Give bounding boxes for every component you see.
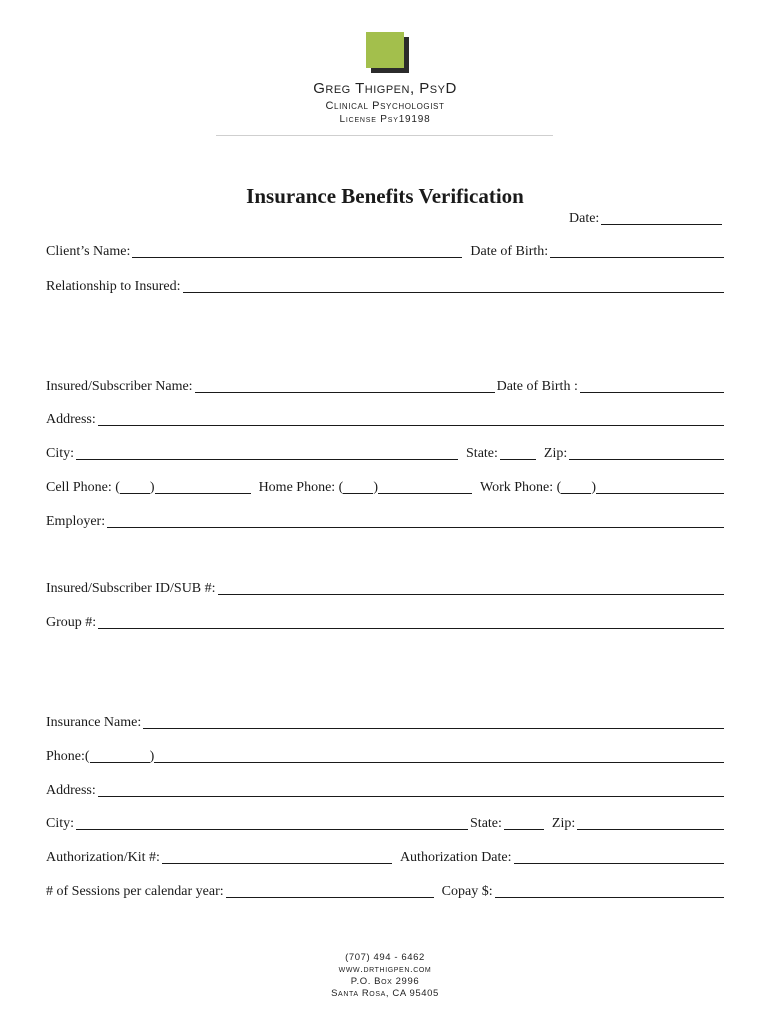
cell-phone-label: Cell Phone: ( bbox=[46, 480, 120, 495]
subscriber-address-row bbox=[46, 408, 726, 428]
home-paren-close: ) bbox=[373, 480, 378, 495]
work-phone-field[interactable] bbox=[596, 479, 724, 494]
practitioner-name: Greg Thigpen, PsyD bbox=[313, 80, 457, 97]
subscriber-row bbox=[46, 375, 726, 395]
insurance-phone-label: Phone:( bbox=[46, 749, 90, 764]
copay-field[interactable] bbox=[495, 883, 724, 898]
relationship-row bbox=[46, 275, 726, 295]
employer-field[interactable] bbox=[107, 513, 724, 528]
authorization-kit-label: Authorization/Kit #: bbox=[46, 850, 160, 865]
form-title: Insurance Benefits Verification bbox=[246, 184, 524, 208]
employer-row bbox=[46, 510, 726, 530]
client-name-field[interactable] bbox=[132, 243, 462, 258]
subscriber-city-row bbox=[46, 442, 726, 462]
subscriber-id-row bbox=[46, 577, 726, 597]
subscriber-address-field[interactable] bbox=[98, 411, 724, 426]
footer-phone: (707) 494 - 6462 bbox=[345, 952, 425, 963]
sessions-label: # of Sessions per calendar year: bbox=[46, 884, 224, 899]
subscriber-id-field[interactable] bbox=[218, 580, 724, 595]
subscriber-dob-field[interactable] bbox=[580, 378, 724, 393]
cell-phone-field[interactable] bbox=[155, 479, 251, 494]
client-name-label: Client’s Name: bbox=[46, 244, 131, 259]
subscriber-name-field[interactable] bbox=[195, 378, 495, 393]
home-phone-label: Home Phone: ( bbox=[258, 480, 344, 495]
subscriber-address-label: Address: bbox=[46, 412, 96, 427]
insurance-phone-row bbox=[46, 745, 726, 765]
subscriber-dob-label: Date of Birth : bbox=[496, 379, 578, 394]
subscriber-zip-label: Zip: bbox=[543, 446, 568, 461]
subscriber-state-field[interactable] bbox=[500, 445, 536, 460]
client-dob-field[interactable] bbox=[550, 243, 724, 258]
insurance-name-label: Insurance Name: bbox=[46, 715, 142, 730]
logo bbox=[366, 32, 410, 74]
employer-label: Employer: bbox=[46, 514, 106, 529]
insurance-name-row bbox=[46, 711, 726, 731]
sessions-field[interactable] bbox=[226, 883, 434, 898]
subscriber-id-label: Insured/Subscriber ID/SUB #: bbox=[46, 581, 216, 596]
authorization-date-field[interactable] bbox=[514, 849, 724, 864]
footer-website: www.drthigpen.com bbox=[338, 964, 432, 975]
footer-po-box: P.O. Box 2996 bbox=[350, 976, 420, 987]
date-row bbox=[569, 207, 724, 227]
insurance-state-label: State: bbox=[470, 816, 502, 831]
insurance-city-field[interactable] bbox=[76, 815, 468, 830]
insurance-phone-field[interactable] bbox=[154, 748, 724, 763]
insurance-city-row bbox=[46, 812, 726, 832]
cell-area-code-field[interactable] bbox=[120, 479, 150, 494]
client-row bbox=[46, 240, 726, 260]
subscriber-city-label: City: bbox=[46, 446, 75, 461]
header-divider bbox=[216, 135, 553, 136]
work-phone-label: Work Phone: ( bbox=[480, 480, 562, 495]
authorization-kit-field[interactable] bbox=[162, 849, 392, 864]
insurance-address-row bbox=[46, 779, 726, 799]
logo-square bbox=[366, 32, 404, 68]
subscriber-name-label: Insured/Subscriber Name: bbox=[46, 379, 193, 394]
subscriber-zip-field[interactable] bbox=[569, 445, 724, 460]
authorization-row bbox=[46, 846, 726, 866]
phones-row bbox=[46, 476, 726, 496]
insurance-city-label: City: bbox=[46, 816, 75, 831]
group-field[interactable] bbox=[98, 614, 724, 629]
client-dob-label: Date of Birth: bbox=[470, 244, 549, 259]
sessions-row bbox=[46, 880, 726, 900]
insurance-area-code-field[interactable] bbox=[90, 748, 150, 763]
relationship-field[interactable] bbox=[183, 278, 724, 293]
home-phone-field[interactable] bbox=[378, 479, 472, 494]
cell-paren-close: ) bbox=[149, 480, 155, 495]
work-paren-close: ) bbox=[591, 480, 596, 495]
group-row bbox=[46, 611, 726, 631]
insurance-name-field[interactable] bbox=[143, 714, 724, 729]
insurance-state-field[interactable] bbox=[504, 815, 544, 830]
insurance-address-field[interactable] bbox=[98, 782, 724, 797]
group-label: Group #: bbox=[46, 615, 97, 630]
authorization-date-label: Authorization Date: bbox=[399, 850, 512, 865]
date-label: Date: bbox=[569, 211, 600, 226]
license-number: License Psy19198 bbox=[339, 114, 431, 125]
date-field[interactable] bbox=[601, 210, 722, 225]
practitioner-title: Clinical Psychologist bbox=[325, 100, 445, 112]
insurance-paren-close: ) bbox=[149, 749, 155, 764]
subscriber-city-field[interactable] bbox=[76, 445, 458, 460]
footer-city: Santa Rosa, CA 95405 bbox=[331, 988, 439, 999]
home-area-code-field[interactable] bbox=[343, 479, 373, 494]
subscriber-state-label: State: bbox=[466, 446, 498, 461]
insurance-address-label: Address: bbox=[46, 783, 96, 798]
relationship-label: Relationship to Insured: bbox=[46, 279, 181, 294]
work-area-code-field[interactable] bbox=[561, 479, 591, 494]
insurance-zip-label: Zip: bbox=[551, 816, 576, 831]
insurance-zip-field[interactable] bbox=[577, 815, 724, 830]
copay-label: Copay $: bbox=[441, 884, 493, 899]
